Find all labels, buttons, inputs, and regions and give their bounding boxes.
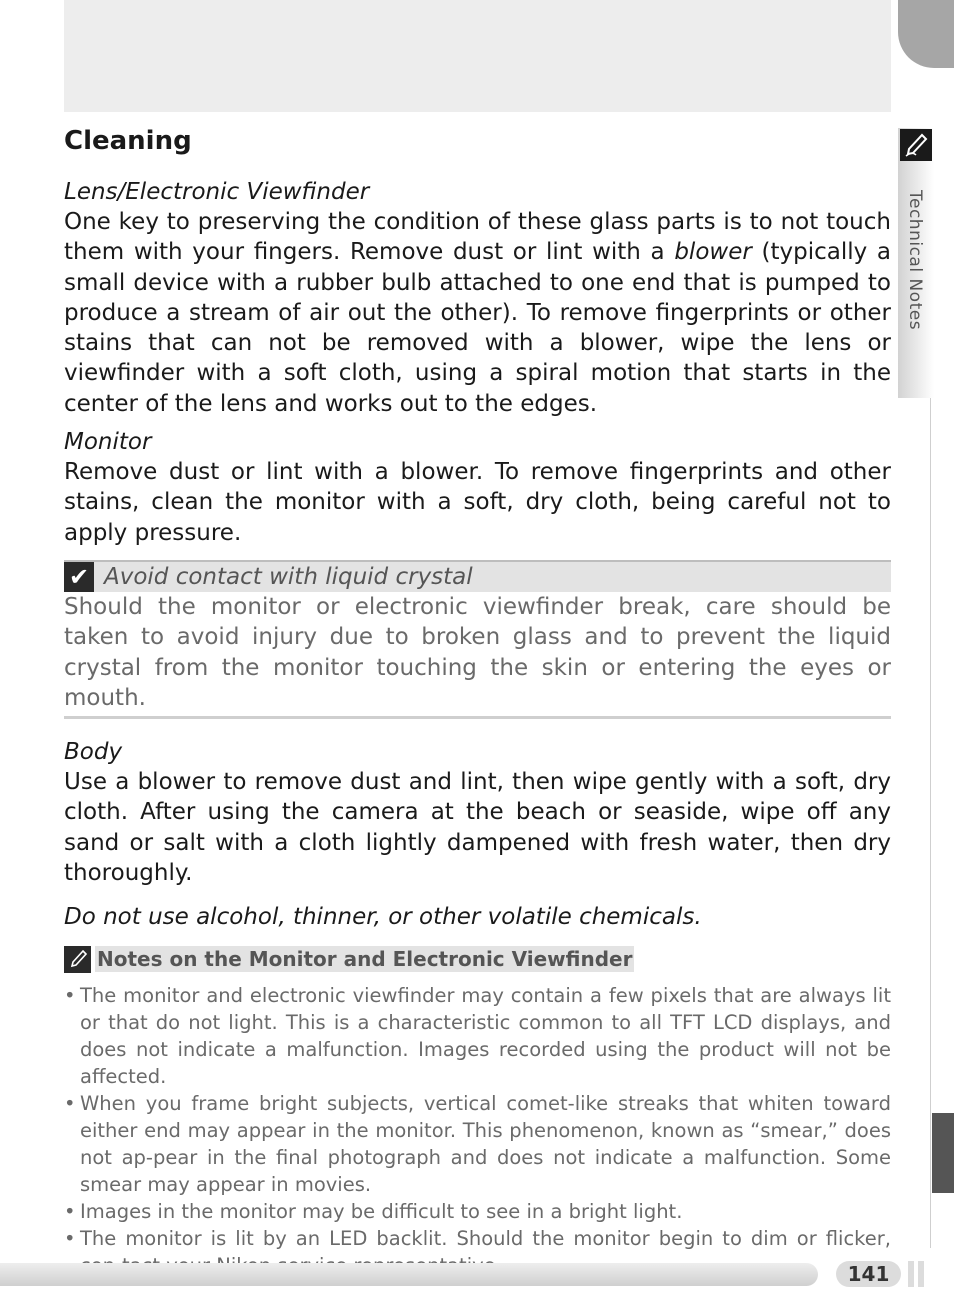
side-tab-label[interactable]: Technical Notes	[905, 190, 925, 331]
volatile-chemicals-warning: Do not use alcohol, thinner, or other volatile chemicals.	[64, 904, 702, 931]
caution-header	[64, 560, 891, 592]
lens-text-before: One key to preserving the condition of these glass parts is to not touch them with your fingers. Remove dust or lint with a	[64, 209, 891, 266]
list-item: • Images in the monitor may be difficult to see in a bright light.	[64, 1198, 891, 1225]
pencil-icon	[64, 946, 91, 973]
notes-header	[64, 944, 891, 974]
body-section	[64, 737, 891, 888]
footer-bar	[0, 1263, 818, 1286]
monitor-section	[64, 427, 891, 548]
list-item: • When you frame bright subjects, vertical comet-like streaks that whiten toward either end may appear in the monitor. This phenomenon, known as “smear,” does not ap-pear in the final photograph and does not indicate a malfunction. Some smear may appear in movies.	[64, 1090, 891, 1198]
monitor-paragraph: Remove dust or lint with a blower. To remove fingerprints and other stains, clean the monitor with a soft, dry cloth, being careful not to apply pressure.	[64, 459, 891, 546]
caution-text: Should the monitor or electronic viewfinder break, care should be taken to avoid injury due to broken glass and to prevent the liquid crystal from the monitor touching the skin or entering the eyes or mouth.	[64, 592, 891, 719]
lens-text-after: (typically a small device with a rubber bulb attached to one end that is pumped to produce a stream of air out the other). To remove fingerprints or other stains that can not be removed with a blower, wipe the lens or viewfinder with a soft cloth, using a spiral motion that starts in the center of the lens and works out to the edges.	[64, 239, 891, 417]
footer-stripe	[908, 1261, 914, 1287]
blower-term: blower	[674, 239, 752, 266]
body-subtitle: Body	[64, 739, 123, 766]
index-tab	[932, 1113, 954, 1193]
lens-subtitle: Lens/Electronic Viewfinder	[64, 179, 370, 205]
header-band	[64, 0, 891, 112]
monitor-subtitle: Monitor	[64, 429, 152, 456]
pencil-icon	[900, 129, 932, 161]
check-icon: ✔	[64, 562, 94, 592]
list-item: • The monitor and electronic viewfinder may contain a few pixels that are always lit or that do not light. This is a characteristic common to all TFT LCD displays, and does not indicate a malfunction. Images recorded using the product will not be affected.	[64, 982, 891, 1090]
main-content	[64, 122, 891, 955]
page-title: Cleaning	[64, 126, 192, 156]
body-paragraph: Use a blower to remove dust and lint, then wipe gently with a soft, dry cloth. After using the camera at the beach or seaside, wipe off any sand or salt with a cloth lightly dampened with fresh water, then dry thoroughly.	[64, 769, 891, 887]
notes-title: Notes on the Monitor and Electronic Viewfinder	[97, 947, 633, 971]
notes-box	[64, 944, 891, 1279]
page-number: 141	[836, 1261, 901, 1287]
side-rule	[930, 398, 931, 1248]
caution-title: Avoid contact with liquid crystal	[104, 563, 473, 590]
footer-stripe	[918, 1261, 924, 1287]
lens-paragraph	[64, 207, 891, 419]
list-item: • The monitor is lit by an LED backlit. Should the monitor begin to dim or flicker,	[64, 1225, 891, 1279]
notes-list	[64, 982, 891, 1279]
corner-tab	[898, 0, 954, 68]
lens-section	[64, 177, 891, 419]
caution-box	[64, 560, 891, 719]
